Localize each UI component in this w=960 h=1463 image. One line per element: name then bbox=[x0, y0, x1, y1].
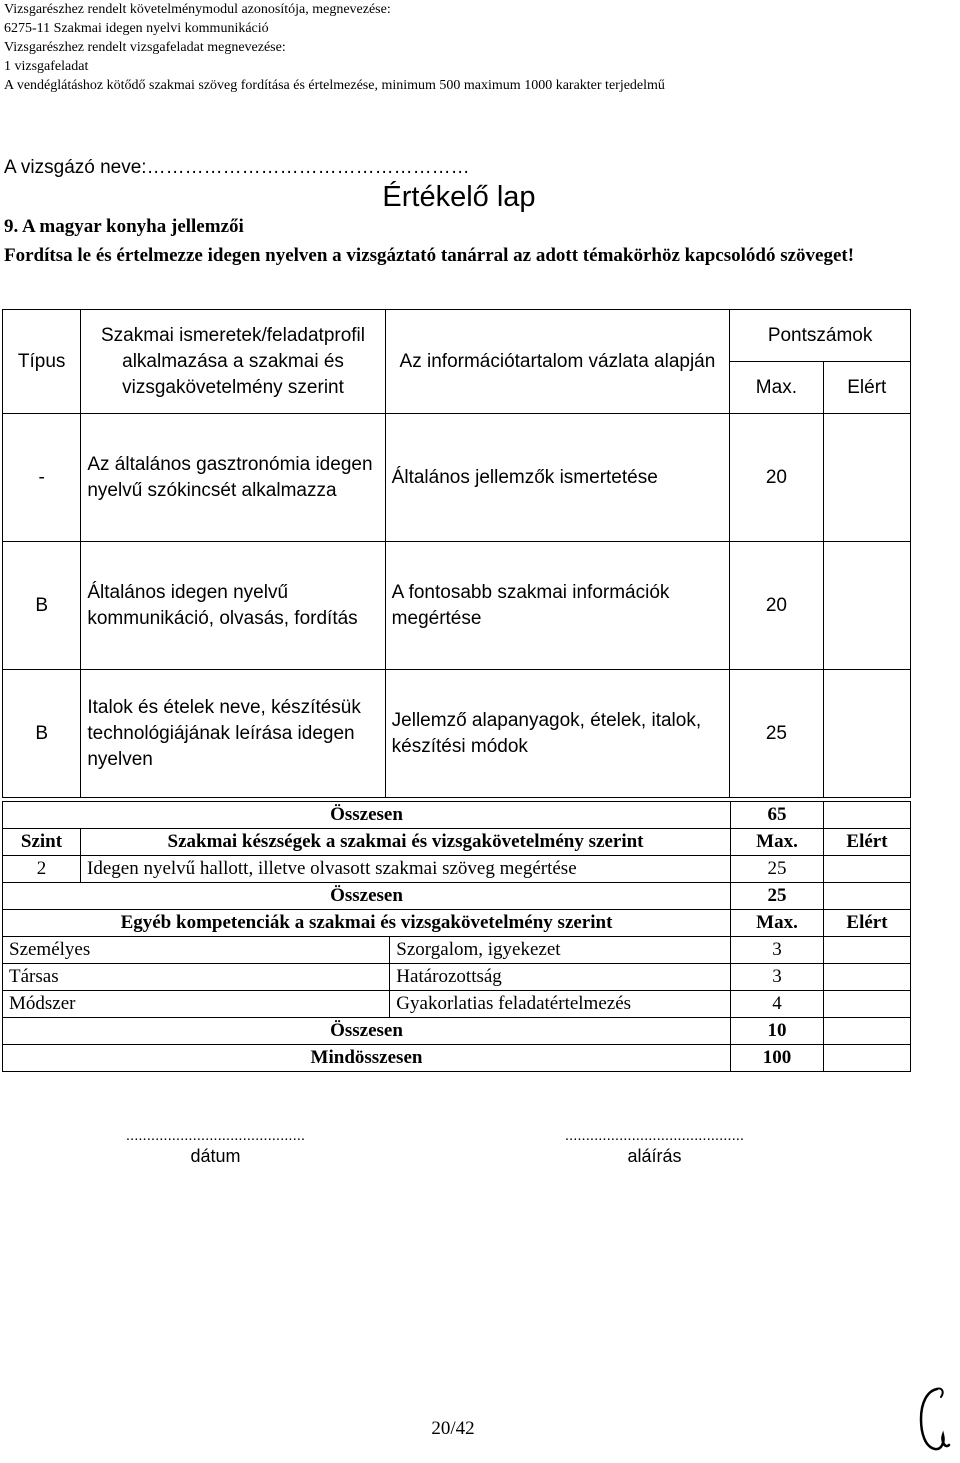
header-outline: Az információtartalom vázlata alapján bbox=[385, 310, 730, 414]
competency-row bbox=[3, 937, 911, 964]
row-outline: Általános jellemzők ismertetése bbox=[385, 414, 730, 542]
competency-header-row bbox=[3, 910, 911, 937]
signature-dots: ........................................... bbox=[564, 1127, 745, 1144]
table-row bbox=[3, 414, 911, 542]
page-number: 20/42 bbox=[431, 1418, 475, 1439]
evaluation-table bbox=[2, 309, 911, 798]
competency-header: Egyéb kompetenciák a szakmai és vizsgakövetelmény szerint bbox=[3, 910, 731, 937]
row-max: 20 bbox=[730, 414, 823, 542]
competency-category: Társas bbox=[3, 964, 390, 991]
competency-achieved-header: Elért bbox=[824, 910, 911, 937]
total-achieved[interactable] bbox=[824, 1018, 911, 1045]
grand-total-value: 100 bbox=[731, 1045, 824, 1072]
competency-max: 3 bbox=[731, 964, 824, 991]
row-achieved[interactable] bbox=[823, 542, 910, 670]
competency-achieved[interactable] bbox=[824, 964, 911, 991]
date-dots: ........................................... bbox=[125, 1127, 306, 1144]
total-value: 10 bbox=[731, 1018, 824, 1045]
header-line: Vizsgarészhez rendelt követelménymodul azonosítója, megnevezése: bbox=[4, 2, 391, 17]
total-value: 25 bbox=[731, 883, 824, 910]
header-line: Vizsgarészhez rendelt vizsgafeladat megnevezése: bbox=[4, 40, 286, 55]
competency-max: 3 bbox=[731, 937, 824, 964]
skill-achieved[interactable] bbox=[824, 856, 911, 883]
examinee-name-field: A vizsgázó neve:…………………………………………… bbox=[4, 157, 470, 178]
task-title: 9. A magyar konyha jellemzői bbox=[4, 216, 244, 237]
skill-max: 25 bbox=[731, 856, 824, 883]
row-max: 20 bbox=[730, 542, 823, 670]
row-type: B bbox=[3, 542, 81, 670]
competency-category: Személyes bbox=[3, 937, 390, 964]
competency-achieved[interactable] bbox=[824, 991, 911, 1018]
row-profile: Az általános gasztronómia idegen nyelvű szókincsét alkalmazza bbox=[81, 414, 385, 542]
total-label: Összesen bbox=[3, 802, 731, 829]
summary-table bbox=[2, 801, 911, 1072]
total-row bbox=[3, 1018, 911, 1045]
skills-max-header: Max. bbox=[731, 829, 824, 856]
signature-label: aláírás bbox=[627, 1146, 682, 1166]
total-achieved[interactable] bbox=[824, 802, 911, 829]
header-points: Pontszámok bbox=[730, 310, 911, 362]
skill-row bbox=[3, 856, 911, 883]
header-line: A vendéglátáshoz kötődő szakmai szöveg fordítása és értelmezése, minimum 500 maximum 1000 karakter terjedelmű bbox=[4, 78, 665, 93]
skill-level: 2 bbox=[3, 856, 81, 883]
total-row bbox=[3, 802, 911, 829]
total-label: Összesen bbox=[3, 1018, 731, 1045]
handwritten-initial bbox=[915, 1383, 955, 1455]
table-row bbox=[3, 670, 911, 798]
total-row bbox=[3, 883, 911, 910]
grand-total-row bbox=[3, 1045, 911, 1072]
row-achieved[interactable] bbox=[823, 670, 910, 798]
row-type: - bbox=[3, 414, 81, 542]
document-header bbox=[4, 0, 665, 95]
competency-max-header: Max. bbox=[731, 910, 824, 937]
row-profile: Italok és ételek neve, készítésük technológiájának leírása idegen nyelven bbox=[81, 670, 385, 798]
date-label: dátum bbox=[190, 1146, 241, 1166]
signature-field bbox=[527, 1128, 782, 1167]
total-label: Összesen bbox=[3, 883, 731, 910]
header-max: Max. bbox=[730, 362, 823, 414]
skills-level-header: Szint bbox=[3, 829, 81, 856]
grand-total-label: Mindösszesen bbox=[3, 1045, 731, 1072]
competency-name: Szorgalom, igyekezet bbox=[390, 937, 731, 964]
page-title: Értékelő lap bbox=[382, 181, 536, 213]
competency-name: Határozottság bbox=[390, 964, 731, 991]
grand-total-achieved[interactable] bbox=[824, 1045, 911, 1072]
skills-achieved-header: Elért bbox=[824, 829, 911, 856]
competency-category: Módszer bbox=[3, 991, 390, 1018]
row-profile: Általános idegen nyelvű kommunikáció, olvasás, fordítás bbox=[81, 542, 385, 670]
row-max: 25 bbox=[730, 670, 823, 798]
header-line: 1 vizsgafeladat bbox=[4, 59, 89, 74]
competency-row bbox=[3, 964, 911, 991]
total-achieved[interactable] bbox=[824, 883, 911, 910]
competency-name: Gyakorlatias feladatértelmezés bbox=[390, 991, 731, 1018]
table-row bbox=[3, 542, 911, 670]
total-value: 65 bbox=[731, 802, 824, 829]
skills-header: Szakmai készségek a szakmai és vizsgakövetelmény szerint bbox=[81, 829, 731, 856]
task-instruction: Fordítsa le és értelmezze idegen nyelven a vizsgáztató tanárral az adott témakörhöz kapcsolódó szöveget! bbox=[4, 245, 855, 266]
header-type: Típus bbox=[3, 310, 81, 414]
header-profile: Szakmai ismeretek/feladatprofil alkalmazása a szakmai és vizsgakövetelmény szerint bbox=[81, 310, 385, 414]
competency-achieved[interactable] bbox=[824, 937, 911, 964]
skill-text: Idegen nyelvű hallott, illetve olvasott szakmai szöveg megértése bbox=[81, 856, 731, 883]
row-achieved[interactable] bbox=[823, 414, 910, 542]
row-outline: Jellemző alapanyagok, ételek, italok, készítési módok bbox=[385, 670, 730, 798]
header-achieved: Elért bbox=[823, 362, 910, 414]
row-outline: A fontosabb szakmai információk megértése bbox=[385, 542, 730, 670]
row-type: B bbox=[3, 670, 81, 798]
competency-row bbox=[3, 991, 911, 1018]
date-field bbox=[88, 1128, 343, 1167]
skills-header-row bbox=[3, 829, 911, 856]
header-line: 6275-11 Szakmai idegen nyelvi kommunikáció bbox=[4, 21, 269, 36]
competency-max: 4 bbox=[731, 991, 824, 1018]
